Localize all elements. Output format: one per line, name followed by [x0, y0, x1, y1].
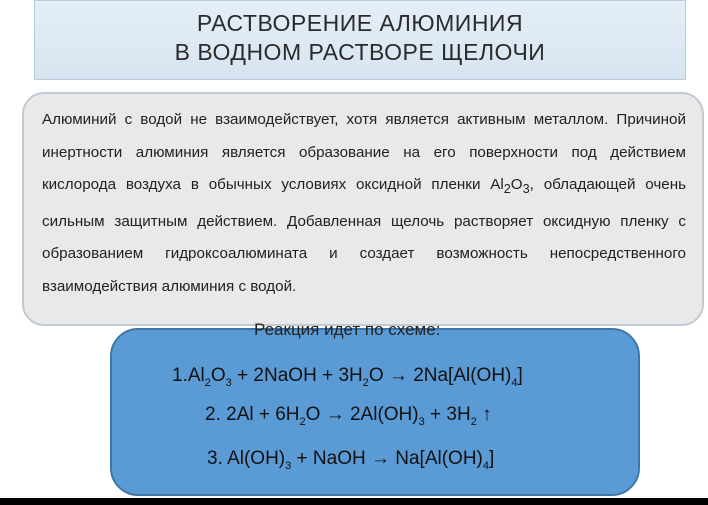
description-text-part-1: Алюминий с водой не взаимодействует, хотя является активным металлом. Причиной инертности алюминия является образование на его поверхности под действием кислорода воздуха в обычных условиях оксидной пленки Al: [42, 111, 686, 193]
subscript: 3: [285, 459, 292, 472]
eq-text: 1.Al: [172, 365, 205, 386]
equation-2: [205, 404, 492, 428]
eq-text: + NaOH → Na[Al(OH): [291, 448, 483, 469]
subscript: 3: [522, 182, 530, 197]
subscript: 3: [225, 376, 232, 389]
equation-1: [172, 365, 523, 389]
subscript: 3: [418, 415, 425, 428]
eq-text: ↑: [476, 404, 492, 425]
eq-text: O → 2Na[Al(OH): [368, 365, 512, 386]
title-line-2: В ВОДНОМ РАСТВОРЕ ЩЕЛОЧИ: [174, 39, 546, 65]
eq-text: 3. Al(OH): [207, 448, 286, 469]
eq-text: ]: [489, 448, 495, 469]
subscript: 2: [204, 376, 211, 389]
title-line-1: РАСТВОРЕНИЕ АЛЮМИНИЯ: [196, 10, 524, 36]
subscript: 2: [299, 415, 306, 428]
eq-text: O → 2Al(OH): [305, 404, 419, 425]
equation-3: [207, 448, 494, 472]
description-text: [42, 104, 686, 303]
subscript: 2: [362, 376, 369, 389]
eq-text: + 2NaOH + 3H: [231, 365, 363, 386]
eq-text: + 3H: [424, 404, 471, 425]
subscript: 4: [482, 459, 489, 472]
eq-text: O: [210, 365, 226, 386]
description-text-part-3: , обладающей очень сильным защитным действием. Добавленная щелочь растворяет оксидную пленку с образованием гидроксоалюмината и создает возможность непосредственного взаимодействия алюминия с водой.: [42, 176, 687, 295]
reaction-caption: Реакция идет по схеме:: [254, 320, 441, 339]
subscript: 2: [503, 182, 511, 197]
subscript: 2: [470, 415, 477, 428]
bottom-bar: [0, 498, 708, 505]
subscript: 4: [511, 376, 518, 389]
eq-text: ]: [517, 365, 523, 386]
description-text-part-2: O: [510, 176, 523, 193]
eq-text: 2. 2Al + 6H: [205, 404, 300, 425]
title-box: [34, 0, 686, 80]
